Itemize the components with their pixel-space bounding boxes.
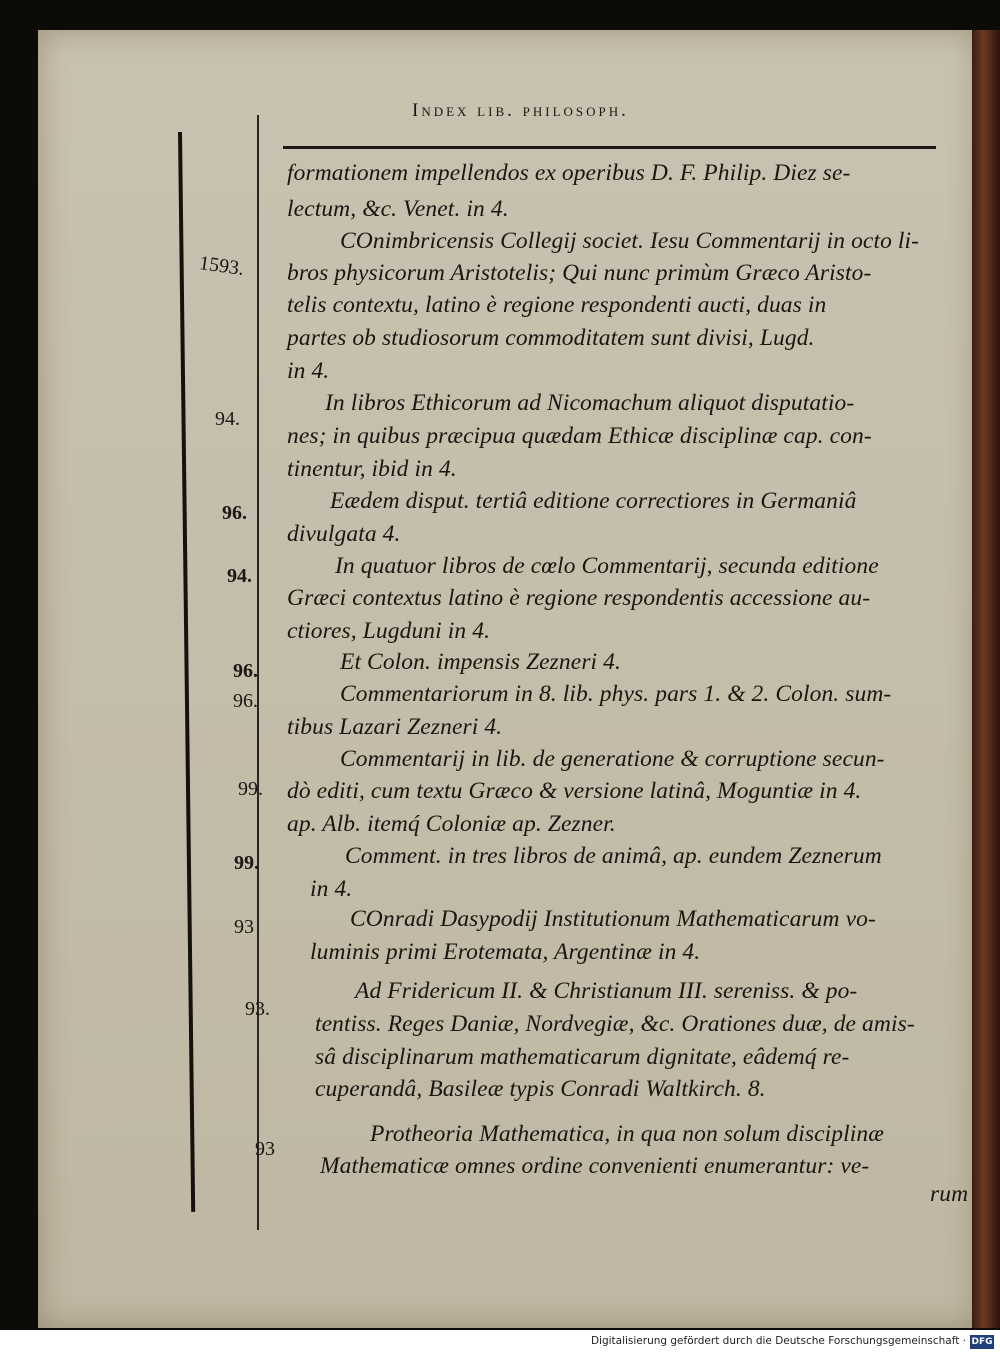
margin-year: 96.: [233, 690, 258, 712]
text-line: ctiores, Lugduni in 4.: [287, 618, 491, 644]
text-line: tinentur, ibid in 4.: [287, 456, 457, 482]
text-line: Commentariorum in 8. lib. phys. pars 1. & 2. Colon. sum-: [340, 681, 892, 707]
text-line: Et Colon. impensis Zezneri 4.: [340, 649, 621, 675]
text-line: sâ disciplinarum mathematicarum dignitate, eâdemq́ re-: [315, 1044, 850, 1070]
text-line: Græci contextus latino è regione respondentis accessione au-: [287, 585, 871, 611]
dfg-logo: DFG: [971, 1337, 993, 1347]
digitization-credit: Digitalisierung gefördert durch die Deutsche Forschungsgemeinschaft ·: [590, 1335, 966, 1347]
text-line: tibus Lazari Zezneri 4.: [287, 714, 503, 740]
text-line: nes; in quibus præcipua quædam Ethicæ disciplinæ cap. con-: [287, 423, 872, 449]
text-line: Eædem disput. tertiâ editione correctiores in Germaniâ: [330, 488, 857, 514]
margin-year: 96.: [233, 660, 258, 682]
text-line: rum: [930, 1181, 969, 1207]
margin-year: 93.: [245, 998, 270, 1020]
text-line: lectum, &c. Venet. in 4.: [287, 196, 509, 222]
text-line: dò editi, cum textu Græco & versione latinâ, Moguntiæ in 4.: [287, 778, 862, 804]
text-line: Ad Fridericum II. & Christianum III. sereniss. & po-: [355, 978, 858, 1004]
margin-year: 99.: [234, 852, 259, 874]
margin-year: 99.: [238, 778, 263, 800]
text-line: divulgata 4.: [287, 521, 401, 547]
text-line: COnimbricensis Collegij societ. Iesu Commentarij in octo li-: [340, 228, 920, 254]
margin-year: 93: [234, 916, 254, 938]
text-line: in 4.: [287, 358, 330, 384]
text-line: Mathematicæ omnes ordine convenienti enumerantur: ve-: [320, 1153, 870, 1179]
text-line: Commentarij in lib. de generatione & corruptione secun-: [340, 746, 885, 772]
margin-year: 96.: [222, 502, 247, 524]
text-line: cuperandâ, Basileæ typis Conradi Waltkirch. 8.: [315, 1076, 766, 1102]
margin-year: 93: [255, 1138, 275, 1160]
header-rule: [283, 146, 936, 149]
text-line: formationem impellendos ex operibus D. F. Philip. Diez se-: [287, 160, 851, 186]
text-line: Comment. in tres libros de animâ, ap. eundem Zeznerum: [345, 843, 882, 869]
text-line: bros physicorum Aristotelis; Qui nunc primùm Græco Aristo-: [287, 260, 872, 286]
text-line: in 4.: [310, 876, 353, 902]
running-head: Index lib. philosoph.: [412, 100, 629, 121]
text-line: COnradi Dasypodij Institutionum Mathematicarum vo-: [350, 906, 876, 932]
margin-year: 1593.: [197, 251, 246, 281]
text-line: Protheoria Mathematica, in qua non solum disciplinæ: [370, 1121, 885, 1147]
text-line: telis contextu, latino è regione respondenti aucti, duas in: [287, 292, 827, 318]
margin-year: 94.: [227, 565, 252, 587]
book-binding-edge: [972, 30, 1000, 1328]
text-line: In quatuor libros de cœlo Commentarij, secunda editione: [335, 553, 879, 579]
text-line: luminis primi Erotemata, Argentinæ in 4.: [310, 939, 701, 965]
text-line: tentiss. Reges Daniæ, Nordvegiæ, &c. Orationes duæ, de amis-: [315, 1011, 915, 1037]
text-line: partes ob studiosorum commoditatem sunt divisi, Lugd.: [287, 325, 815, 351]
text-line: ap. Alb. itemq́ Coloniæ ap. Zezner.: [287, 811, 616, 837]
margin-year: 94.: [215, 408, 240, 430]
text-line: In libros Ethicorum ad Nicomachum aliquot disputatio-: [325, 390, 855, 416]
